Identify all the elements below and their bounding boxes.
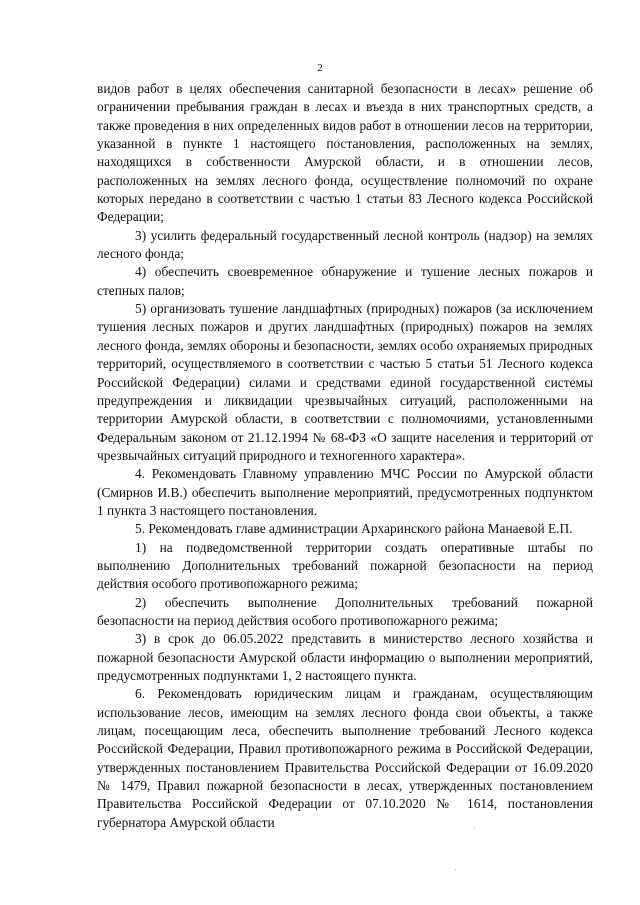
page-number: 2 [317,62,323,74]
document-body [97,80,593,832]
scan-speck [474,828,475,829]
paragraph-item-5-2: 2) обеспечить выполнение Дополнительных требований пожарной безопасности на период действия особого противопожарного режима; [97,594,593,628]
paragraph-point-4: 4. Рекомендовать Главному управлению МЧС России по Амурской области (Смирнов И.В.) обеспечить выполнение мероприятий, предусмотренных подпунктом 1 пункта 3 настоящего постановления. [97,466,593,518]
paragraph-item-3-5: 5) организовать тушение ландшафтных (природных) пожаров (за исключением тушения лесных пожаров и других ландшафтных (природных) пожаров на землях лесного фонда, землях обороны и безопасности, землях особо охраняемых природных территорий, осуществляемого в соответствии с частью 5 статьи 51 Лесного кодекса Российской Федерации) силами и средствами единой государственной системы предупреждения и ликвидации чрезвычайных ситуаций, расположенными на территории Амурской области, в соответствии с полномочиями, установленными Федеральным законом от 21.12.1994 № 68-ФЗ «О защите населения и территорий от чрезвычайных ситуаций природного и техногенного характера». [97,301,593,463]
scan-speck [455,869,456,870]
paragraph-continuation: видов работ в целях обеспечения санитарной безопасности в лесах» решение об ограничении пребывания граждан в лесах и въезда в них транспортных средств, а также проведения в них определенных видов работ в отношении лесов на территории, указанной в пункте 1 настоящего постановления, расположенных на землях, находящихся в собственности Амурской области, и в отношении лесов, расположенных на землях лесного фонда, осуществление полномочий по охране которых передано в соответствии с частью 1 статьи 83 Лесного кодекса Российской Федерации; [97,81,593,225]
paragraph-item-3-4: 4) обеспечить своевременное обнаружение и тушение лесных пожаров и степных палов; [97,264,593,298]
paragraph-item-5-1: 1) на подведомственной территории создать оперативные штабы по выполнению Дополнительных требований пожарной безопасности на период действия особого противопожарного режима; [97,539,593,592]
paragraph-item-5-3: 3) в срок до 06.05.2022 представить в министерство лесного хозяйства и пожарной безопасности Амурской области информацию о выполнении мероприятий, предусмотренных подпунктами 1, 2 настоящего пункта. [97,631,593,683]
paragraph-point-6: 6. Рекомендовать юридическим лицам и гражданам, осуществляющим использование лесов, имеющим на землях лесного фонда свои объекты, а также лицам, посещающим леса, обеспечить выполнение требований Лесного кодекса Российской Федерации, Правил противопожарного режима в Российской Федерации, утвержденных постановлением Правительства Российской Федерации от 16.09.2020 № 1479, Правил пожарной безопасности в лесах, утвержденных постановлением Правительства Российской Федерации от 07.10.2020 № 1614, постановления губернатора Амурской области [97,686,593,830]
paragraph-point-5: 5. Рекомендовать главе администрации Архаринского района Манаевой Е.П. [135,521,573,537]
paragraph-item-3-3: 3) усилить федеральный государственный лесной контроль (надзор) на землях лесного фонда; [97,227,593,262]
